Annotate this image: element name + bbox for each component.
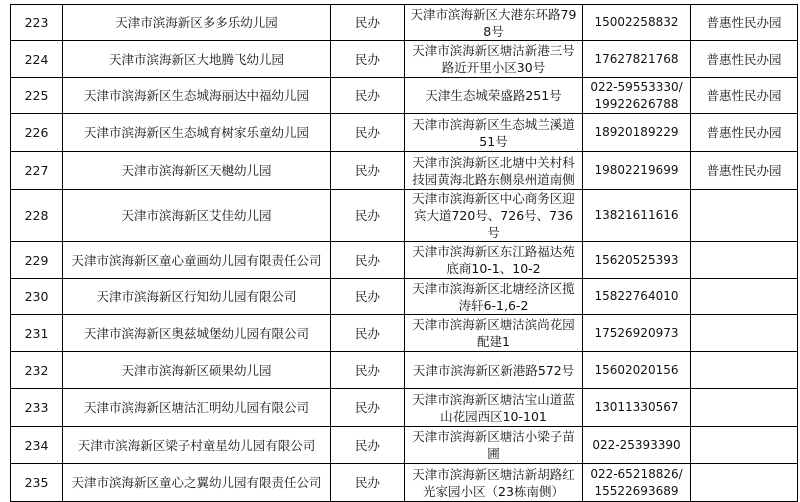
phone: 17627821768 [583,41,691,78]
category: 普惠性民办园 [691,152,798,190]
address: 天津市滨海新区塘沽新港三号路近开里小区30号 [405,41,583,78]
address: 天津市滨海新区塘沽新胡路红光家园小区（23栋南侧） [405,464,583,502]
row-number: 231 [11,315,63,352]
category [691,389,798,427]
kindergarten-table [10,4,798,502]
address: 天津市滨海新区北塘经济区揽涛轩6-1,6-2 [405,279,583,315]
phone: 19802219699 [583,152,691,190]
row-number: 223 [11,5,63,41]
row-number: 225 [11,78,63,114]
ownership-type: 民办 [331,152,405,190]
row-number: 229 [11,242,63,279]
phone: 022-59553330/19922626788 [583,78,691,114]
row-number: 224 [11,41,63,78]
table-row [11,190,798,242]
row-number: 227 [11,152,63,190]
kindergarten-name: 天津市滨海新区艾佳幼儿园 [63,190,331,242]
category [691,190,798,242]
table-row [11,5,798,41]
ownership-type: 民办 [331,352,405,389]
kindergarten-name: 天津市滨海新区童心之翼幼儿园有限责任公司 [63,464,331,502]
ownership-type: 民办 [331,5,405,41]
ownership-type: 民办 [331,315,405,352]
phone: 15002258832 [583,5,691,41]
address: 天津生态城荣盛路251号 [405,78,583,114]
kindergarten-name: 天津市滨海新区硕果幼儿园 [63,352,331,389]
address: 天津市滨海新区东江路福达苑底商10-1、10-2 [405,242,583,279]
ownership-type: 民办 [331,279,405,315]
kindergarten-name: 天津市滨海新区天樾幼儿园 [63,152,331,190]
phone: 18920189229 [583,114,691,152]
category [691,315,798,352]
phone: 15822764010 [583,279,691,315]
ownership-type: 民办 [331,464,405,502]
table-row [11,464,798,502]
ownership-type: 民办 [331,114,405,152]
kindergarten-name: 天津市滨海新区多多乐幼儿园 [63,5,331,41]
phone: 15602020156 [583,352,691,389]
kindergarten-name: 天津市滨海新区奥兹城堡幼儿园有限公司 [63,315,331,352]
ownership-type: 民办 [331,427,405,464]
phone: 022-65218826/15522693689 [583,464,691,502]
address: 天津市滨海新区塘沽小梁子苗圃 [405,427,583,464]
ownership-type: 民办 [331,78,405,114]
row-number: 228 [11,190,63,242]
category [691,279,798,315]
kindergarten-name: 天津市滨海新区塘沽汇明幼儿园有限公司 [63,389,331,427]
address: 天津市滨海新区生态城兰溪道51号 [405,114,583,152]
address: 天津市滨海新区新港路572号 [405,352,583,389]
kindergarten-name: 天津市滨海新区行知幼儿园有限公司 [63,279,331,315]
kindergarten-name: 天津市滨海新区梁子村童星幼儿园有限公司 [63,427,331,464]
row-number: 233 [11,389,63,427]
row-number: 226 [11,114,63,152]
ownership-type: 民办 [331,389,405,427]
category: 普惠性民办园 [691,5,798,41]
category: 普惠性民办园 [691,41,798,78]
table-row [11,389,798,427]
address: 天津市滨海新区中心商务区迎宾大道720号、726号、736号 [405,190,583,242]
row-number: 234 [11,427,63,464]
phone: 13821611616 [583,190,691,242]
table-row [11,279,798,315]
category [691,464,798,502]
kindergarten-name: 天津市滨海新区生态城育树家乐童幼儿园 [63,114,331,152]
address: 天津市滨海新区北塘中关村科技园黄海北路东侧泉州道南侧 [405,152,583,190]
phone: 022-25393390 [583,427,691,464]
category [691,242,798,279]
category: 普惠性民办园 [691,78,798,114]
row-number: 232 [11,352,63,389]
table-row [11,427,798,464]
category [691,427,798,464]
kindergarten-name: 天津市滨海新区生态城海丽达中福幼儿园 [63,78,331,114]
ownership-type: 民办 [331,41,405,78]
table-row [11,78,798,114]
table-row [11,315,798,352]
category [691,352,798,389]
address: 天津市滨海新区塘沽宝山道蓝山花园西区10-101 [405,389,583,427]
category: 普惠性民办园 [691,114,798,152]
table-row [11,152,798,190]
kindergarten-name: 天津市滨海新区童心童画幼儿园有限责任公司 [63,242,331,279]
phone: 17526920973 [583,315,691,352]
phone: 15620525393 [583,242,691,279]
row-number: 230 [11,279,63,315]
table-row [11,242,798,279]
ownership-type: 民办 [331,242,405,279]
address: 天津市滨海新区大港东环路798号 [405,5,583,41]
address: 天津市滨海新区塘沽滨尚花园配建1 [405,315,583,352]
table-row [11,352,798,389]
ownership-type: 民办 [331,190,405,242]
kindergarten-name: 天津市滨海新区大地腾飞幼儿园 [63,41,331,78]
row-number: 235 [11,464,63,502]
phone: 13011330567 [583,389,691,427]
table-row [11,41,798,78]
table-row [11,114,798,152]
